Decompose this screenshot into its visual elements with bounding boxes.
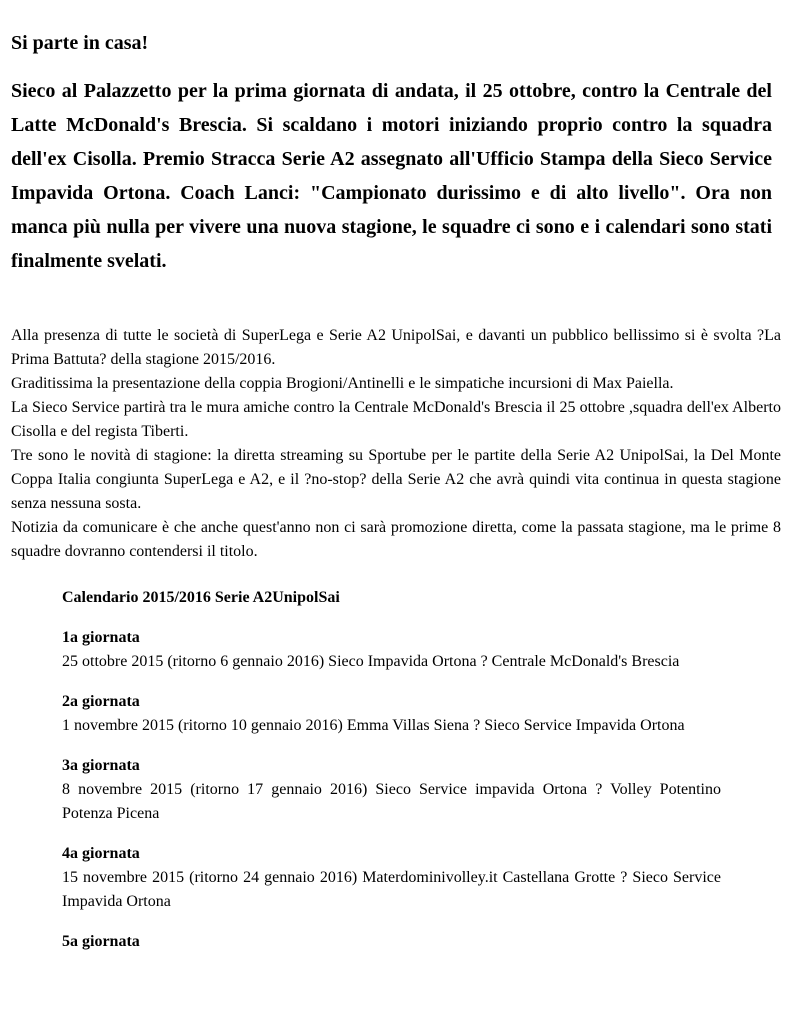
calendar-round — [62, 626, 721, 674]
round-label: 5a giornata — [62, 933, 140, 950]
body-paragraph: La Sieco Service partirà tra le mura amiche contro la Centrale McDonald's Brescia il 25 ottobre ,squadra dell'ex Alberto Cisolla e del regista Tiberti. — [11, 399, 781, 440]
calendar-section — [62, 586, 721, 954]
round-label: 1a giornata — [62, 629, 140, 646]
body-paragraph: Tre sono le novità di stagione: la diretta streaming su Sportube per le partite della Serie A2 UnipolSai, la Del Monte Coppa Italia congiunta SuperLega e A2, e il ?no-stop? della Serie A2 che avrà quindi vita continua in questa stagione senza nessuna sosta. — [11, 447, 781, 512]
article — [11, 28, 781, 970]
round-label: 4a giornata — [62, 845, 140, 862]
calendar-round — [62, 930, 721, 954]
round-label: 2a giornata — [62, 693, 140, 710]
round-label: 3a giornata — [62, 757, 140, 774]
calendar-round — [62, 842, 721, 914]
calendar-title: Calendario 2015/2016 Serie A2UnipolSai — [62, 589, 340, 606]
article-lead: Sieco al Palazzetto per la prima giornata di andata, il 25 ottobre, contro la Centrale del Latte McDonald's Brescia. Si scaldano i motori iniziando proprio contro la squadra dell'ex Cisolla. Premio Stracca Serie A2 assegnato all'Ufficio Stampa della Sieco Service Impavida Ortona. Coach Lanci: "Campionato durissimo e di alto livello". Ora non manca più nulla per vivere una nuova stagione, le squadre ci sono e i calendari sono stati finalmente svelati. — [11, 80, 772, 272]
round-fixture: 15 novembre 2015 (ritorno 24 gennaio 2016) Materdominivolley.it Castellana Grotte ? Sieco Service Impavida Ortona — [62, 869, 721, 910]
round-fixture: 8 novembre 2015 (ritorno 17 gennaio 2016) Sieco Service impavida Ortona ? Volley Potentino Potenza Picena — [62, 781, 721, 822]
article-headline: Si parte in casa! — [11, 32, 149, 54]
body-paragraph: Graditissima la presentazione della coppia Brogioni/Antinelli e le simpatiche incursioni di Max Paiella. — [11, 375, 674, 392]
body-paragraph: Alla presenza di tutte le società di SuperLega e Serie A2 UnipolSai, e davanti un pubblico bellissimo si è svolta ?La Prima Battuta? della stagione 2015/2016. — [11, 327, 781, 368]
body-paragraph: Notizia da comunicare è che anche quest'anno non ci sarà promozione diretta, come la passata stagione, ma le prime 8 squadre dovranno contendersi il titolo. — [11, 519, 781, 560]
calendar-round — [62, 754, 721, 826]
round-fixture: 1 novembre 2015 (ritorno 10 gennaio 2016) Emma Villas Siena ? Sieco Service Impavida Ortona — [62, 717, 685, 734]
round-fixture: 25 ottobre 2015 (ritorno 6 gennaio 2016) Sieco Impavida Ortona ? Centrale McDonald's Brescia — [62, 653, 680, 670]
calendar-round — [62, 690, 721, 738]
article-body — [11, 324, 781, 564]
